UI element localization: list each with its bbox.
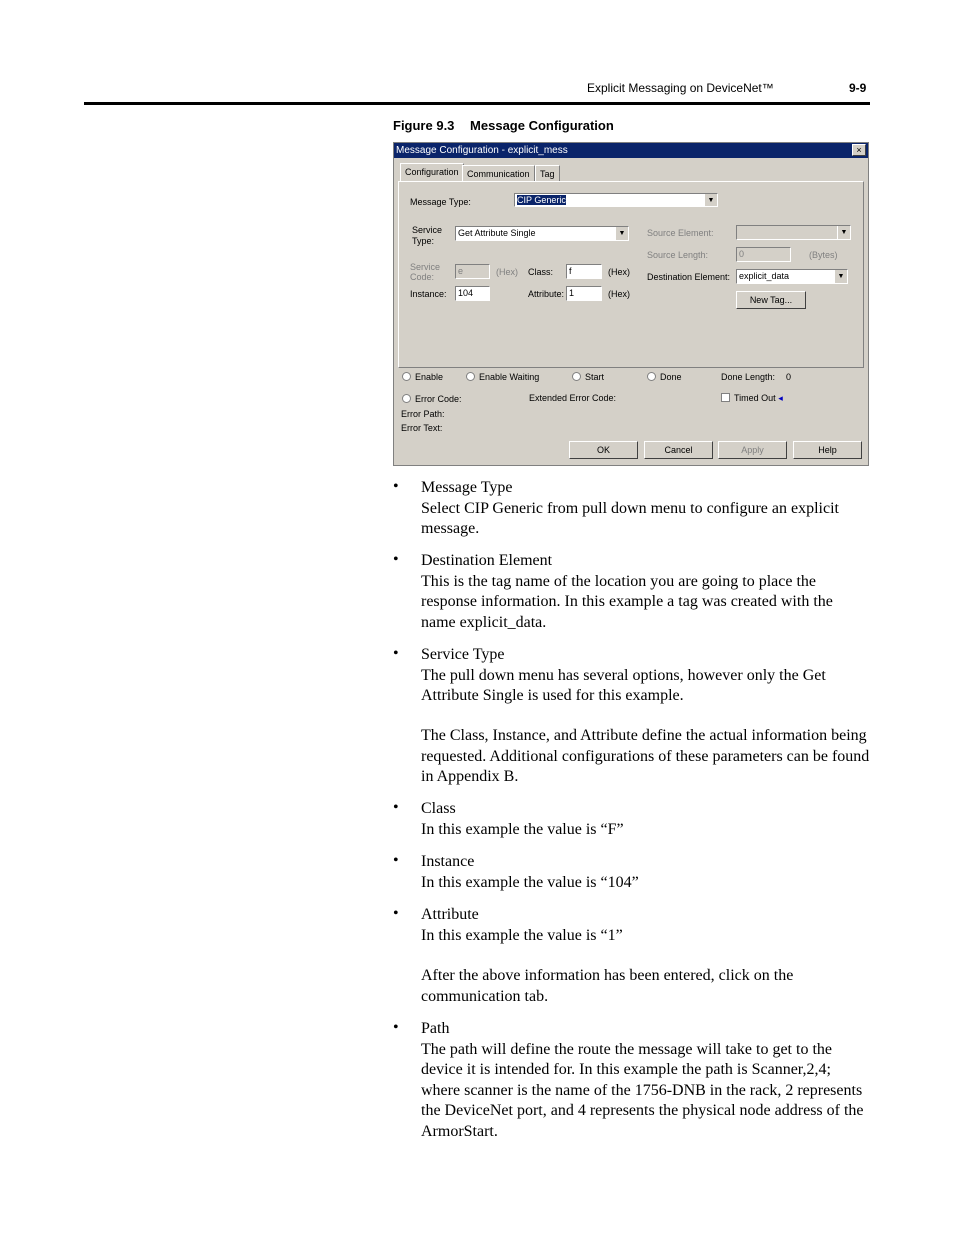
chevron-down-icon: ▼ [834,270,847,283]
bullet-destination-element [421,551,871,633]
error-path-label: Error Path: [401,409,445,419]
radio-icon [466,372,475,381]
checkbox-icon [721,393,730,402]
class-label: Class: [528,267,554,277]
new-tag-button[interactable]: New Tag... [736,291,806,309]
radio-icon [647,372,656,381]
source-length-label: Source Length: [647,250,709,260]
done-length-value: 0 [786,372,792,382]
source-element-label: Source Element: [647,228,714,238]
status-enable [402,372,443,382]
status-error-code [402,394,462,404]
dialog-titlebar [394,143,868,158]
bullet-title: Instance [421,853,475,870]
bullet-text: In this example the value is “104” [421,873,639,891]
source-element-select [736,225,851,240]
timed-out-label: Timed Out [734,393,776,403]
bullet-text: The path will define the route the message will take to get to the device it is intended for. In this example the path is Scanner,2,4; where scanner is the name of the 1756-DNB in the rack, 2 represents the DeviceNet port, and 4 represents the physical node address of the ArmorStart. [421,1040,864,1140]
header-rule [84,102,870,105]
message-type-value: CIP Generic [517,195,566,205]
service-type-value: Get Attribute Single [458,228,536,238]
tab-communication[interactable]: Communication [462,165,535,182]
message-type-label: Message Type: [410,197,471,207]
chevron-down-icon: ▼ [837,226,850,239]
paragraph-class-instance-attribute: The Class, Instance, and Attribute define the actual information being requested. Additional configurations of these parameters can be found in Appendix B. [421,727,870,785]
bullet-path [421,1019,871,1142]
message-configuration-dialog [393,142,869,466]
bullet-marker: • [393,1019,399,1036]
source-length-bytes: (Bytes) [809,250,838,260]
bullet-marker: • [393,799,399,816]
bullet-text: This is the tag name of the location you are going to place the response information. In this example a tag was created with the name explicit_data. [421,572,833,631]
help-button[interactable]: Help [793,441,862,459]
service-code-hex: (Hex) [496,267,518,277]
paragraph-after-entered: After the above information has been entered, click on the communication tab. [421,967,794,1005]
bullet-message-type [421,478,871,540]
chevron-down-icon: ▼ [704,194,717,206]
figure-caption [393,118,614,133]
done-length-label: Done Length: [721,372,776,382]
status-done-label: Done [660,372,682,382]
page-number: 9-9 [849,81,867,95]
status-enable-waiting [466,372,539,382]
bullet-marker: • [393,852,399,869]
bullet-text: The pull down menu has several options, however only the Get Attribute Single is used for this example. [421,666,826,704]
timed-out [721,393,783,404]
bullet-title: Service Type [421,646,505,663]
service-type-label-1: Service [412,225,443,235]
error-code-label: Error Code: [415,394,462,404]
bullet-attribute [421,905,871,946]
status-start-label: Start [585,372,605,382]
apply-button[interactable]: Apply [718,441,787,459]
attribute-label: Attribute: [528,289,565,299]
bullet-marker: • [393,478,399,495]
bullet-text: In this example the value is “F” [421,820,624,838]
service-type-select[interactable] [455,226,629,241]
bullet-marker: • [393,645,399,662]
running-header-title: Explicit Messaging on DeviceNet™ [587,81,774,95]
bullet-title: Attribute [421,906,479,923]
source-length-field: 0 [736,247,791,262]
bullet-class [421,799,871,840]
tab-configuration[interactable]: Configuration [400,163,464,182]
configuration-panel [398,181,864,368]
bullet-text: In this example the value is “1” [421,926,623,944]
bullet-marker: • [393,551,399,568]
chevron-down-icon: ▼ [615,227,628,240]
bullet-title: Message Type [421,479,513,496]
bullet-service-type [421,645,871,707]
class-hex: (Hex) [608,267,630,277]
bullet-title: Destination Element [421,552,553,569]
cancel-button[interactable]: Cancel [644,441,713,459]
service-code-label-2: Code: [410,272,435,282]
status-enable-waiting-label: Enable Waiting [479,372,540,382]
service-type-label-2: Type: [412,236,435,246]
extended-error-code-label: Extended Error Code: [529,393,617,403]
destination-element-value: explicit_data [739,271,790,281]
instance-label: Instance: [410,289,447,299]
radio-icon [402,394,411,403]
tab-tag[interactable]: Tag [535,165,560,182]
ok-button[interactable]: OK [569,441,638,459]
bullet-marker: • [393,905,399,922]
destination-element-label: Destination Element: [647,272,731,282]
radio-icon [402,372,411,381]
error-text-label: Error Text: [401,423,443,433]
status-done [647,372,682,382]
message-type-select[interactable] [514,193,718,207]
bullet-text: Select CIP Generic from pull down menu to configure an explicit message. [421,499,839,537]
status-enable-label: Enable [415,372,444,382]
attribute-field[interactable]: 1 [566,286,602,301]
figure-number: Figure 9.3 [393,118,455,133]
close-icon[interactable]: × [852,144,866,156]
figure-title: Message Configuration [470,118,614,133]
service-code-field: e [455,264,490,279]
destination-element-select[interactable] [736,269,848,284]
arrow-left-icon: ◂ [778,393,783,403]
bullet-title: Class [421,800,456,817]
attribute-hex: (Hex) [608,289,630,299]
radio-icon [572,372,581,381]
service-code-label-1: Service [410,262,441,272]
status-start [572,372,604,382]
bullet-title: Path [421,1020,450,1037]
instance-field[interactable]: 104 [455,286,490,301]
class-field[interactable]: f [566,264,602,279]
dialog-title: Message Configuration - explicit_mess [396,145,568,156]
bullet-instance [421,852,871,893]
